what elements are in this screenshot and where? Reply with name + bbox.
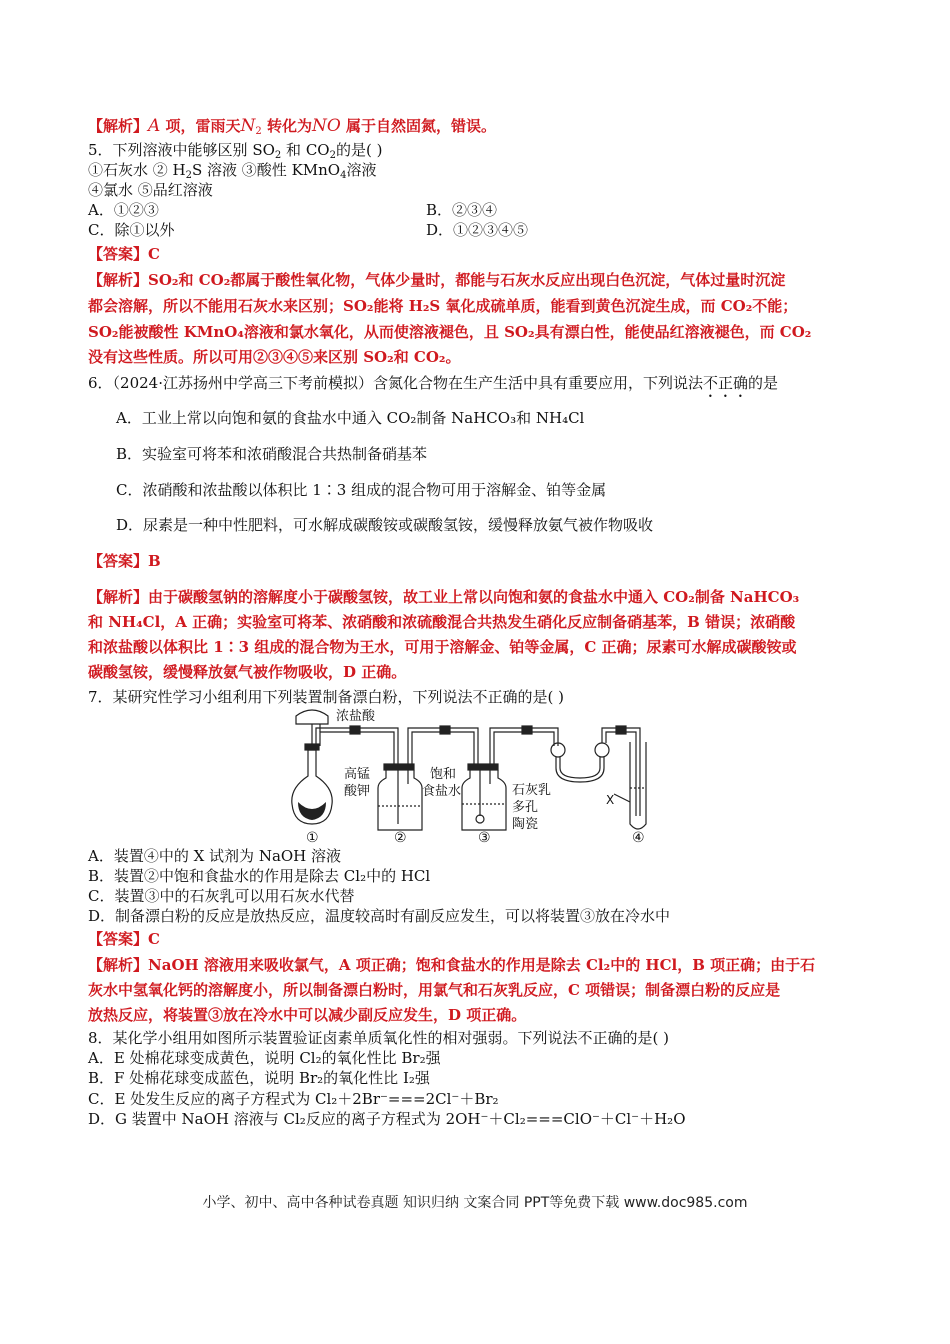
q6-analysis-line1: 【解析】由于碳酸氢钠的溶解度小于碳酸氢铵，故工业上常以向饱和氨的食盐水中通入 CO₂制备 NaHCO₃ bbox=[88, 588, 800, 606]
q7-analysis-line2: 灰水中氢氧化钙的溶解度小，所以制备漂白粉时，用氯气和石灰乳反应，C 项错误；制备漂白粉的反应是 bbox=[88, 981, 781, 999]
apparatus-diagram bbox=[290, 706, 670, 846]
test-tube-4 bbox=[630, 742, 646, 829]
page-footer: 小学、初中、高中各种试卷真题 知识归纳 文案合同 PPT等免费下载 www.doc985.com bbox=[202, 1195, 748, 1211]
label-x: X bbox=[606, 793, 615, 807]
label-porous-1: 多孔 bbox=[512, 800, 539, 815]
label-n3: ③ bbox=[478, 830, 491, 846]
q6-option-c: C．浓硝酸和浓盐酸以体积比 1∶3 组成的混合物可用于溶解金、铂等金属 bbox=[116, 481, 607, 499]
q6-option-a: A．工业上常以向饱和氨的食盐水中通入 CO₂制备 NaHCO₃和 NH₄Cl bbox=[116, 409, 585, 427]
q7-option-a: A．装置④中的 X 试剂为 NaOH 溶液 bbox=[88, 847, 342, 865]
q8-option-a: A．E 处棉花球变成黄色，说明 Cl₂的氧化性比 Br₂强 bbox=[88, 1049, 441, 1067]
label-lime: 石灰乳 bbox=[512, 783, 552, 798]
q6-answer: 【答案】B bbox=[88, 552, 161, 570]
q8-option-d: D．G 装置中 NaOH 溶液与 Cl₂反应的离子方程式为 2OH⁻＋Cl₂===ClO⁻＋Cl⁻＋H₂O bbox=[88, 1110, 686, 1128]
q7-answer: 【答案】C bbox=[88, 930, 160, 948]
label-conc-hcl: 浓盐酸 bbox=[336, 709, 376, 724]
q7-analysis-line3: 放热反应，将装置③放在冷水中可以减少副反应发生，D 项正确。 bbox=[88, 1006, 527, 1024]
q7-stem: 7．某研究性学习小组利用下列装置制备漂白粉，下列说法不正确的是( ) bbox=[88, 688, 565, 706]
q8-option-b: B．F 处棉花球变成蓝色，说明 Br₂的氧化性比 I₂强 bbox=[88, 1069, 430, 1087]
q6-analysis-line2: 和 NH₄Cl，A 正确；实验室可将苯、浓硝酸和浓硫酸混合共热发生硝化反应制备硝基苯，B 错误；浓硝酸 bbox=[88, 613, 796, 631]
q7-option-c: C．装置③中的石灰乳可以用石灰水代替 bbox=[88, 887, 355, 905]
q5-analysis-line4: 没有这些性质。所以可用②③④⑤来区别 SO₂和 CO₂。 bbox=[88, 348, 461, 366]
q5-answer: 【答案】C bbox=[88, 245, 160, 263]
q5-option-a: A．①②③ bbox=[88, 201, 159, 219]
analysis-tag: 【解析】 bbox=[88, 117, 149, 135]
q5-stem: 5．下列溶液中能够区别 $SO_2$ 和 $CO_2$的是( ) bbox=[88, 141, 383, 161]
dropping-funnel bbox=[296, 710, 328, 724]
q5-analysis-line1: 【解析】SO₂和 CO₂都属于酸性氧化物，气体少量时，都能与石灰水反应出现白色沉淀，气体过量时沉淀 bbox=[88, 271, 786, 289]
q8-option-c: C．E 处发生反应的离子方程式为 Cl₂＋2Br⁻===2Cl⁻＋Br₂ bbox=[88, 1090, 499, 1108]
label-n4: ④ bbox=[632, 830, 645, 846]
q7-option-b: B．装置②中饱和食盐水的作用是除去 Cl₂中的 HCl bbox=[88, 867, 431, 885]
q5-option-c: C．除①以外 bbox=[88, 221, 175, 239]
q5-analysis-line3: SO₂能被酸性 KMnO₄溶液和氯水氧化，从而使溶液褪色，且 SO₂具有漂白性，能使品红溶液褪色，而 CO₂ bbox=[88, 323, 812, 341]
label-n2: ② bbox=[394, 830, 407, 846]
q5-analysis-line2: 都会溶解，所以不能用石灰水来区别；SO₂能将 H₂S 氧化成硫单质，能看到黄色沉淀生成，而 CO₂不能； bbox=[88, 297, 798, 315]
q5-option-d: D．①②③④⑤ bbox=[426, 221, 529, 239]
q6-option-b: B．实验室可将苯和浓硝酸混合共热制备硝基苯 bbox=[116, 445, 428, 463]
q5-options-line2: ④氯水 ⑤品红溶液 bbox=[88, 181, 213, 199]
label-porous-2: 陶瓷 bbox=[512, 817, 539, 832]
q4-analysis: 【解析】A 项，雷雨天$N_2$ 转化为NO 属于自然固氮，错误。 bbox=[88, 116, 497, 137]
q6-option-d: D．尿素是一种中性肥料，可水解成碳酸铵或碳酸氢铵，缓慢释放氨气被作物吸收 bbox=[116, 516, 654, 534]
q7-analysis-line1: 【解析】NaOH 溶液用来吸收氯气，A 项正确；饱和食盐水的作用是除去 Cl₂中的 HCl，B 项正确；由于石 bbox=[88, 956, 816, 974]
q8-stem: 8．某化学小组用如图所示装置验证卤素单质氧化性的相对强弱。下列说法不正确的是( ) bbox=[88, 1029, 670, 1047]
label-kmno4-1: 高锰 bbox=[344, 767, 371, 782]
q6-analysis-line3: 和浓盐酸以体积比 1∶3 组成的混合物为王水，可用于溶解金、铂等金属，C 正确；尿素可水解成碳酸铵或 bbox=[88, 638, 797, 656]
q6-analysis-line4: 碳酸氢铵，缓慢释放氨气被作物吸收，D 正确。 bbox=[88, 663, 407, 681]
q5-options-line1: ①石灰水 ② $H_2S$ 溶液 ③酸性 KMnO$_4$溶液 bbox=[88, 161, 377, 181]
q7-option-d: D．制备漂白粉的反应是放热反应，温度较高时有副反应发生，可以将装置③放在冷水中 bbox=[88, 907, 671, 925]
q6-stem: 6．（2024·江苏扬州中学高三下考前模拟）含氮化合物在生产生活中具有重要应用，下列说法不正确的是 bbox=[88, 374, 779, 392]
q5-option-b: B．②③④ bbox=[426, 201, 498, 219]
label-n1: ① bbox=[306, 830, 319, 846]
label-nacl-2: 食盐水 bbox=[422, 784, 462, 799]
label-kmno4-2: 酸钾 bbox=[344, 784, 371, 799]
label-nacl-1: 饱和 bbox=[430, 767, 457, 782]
